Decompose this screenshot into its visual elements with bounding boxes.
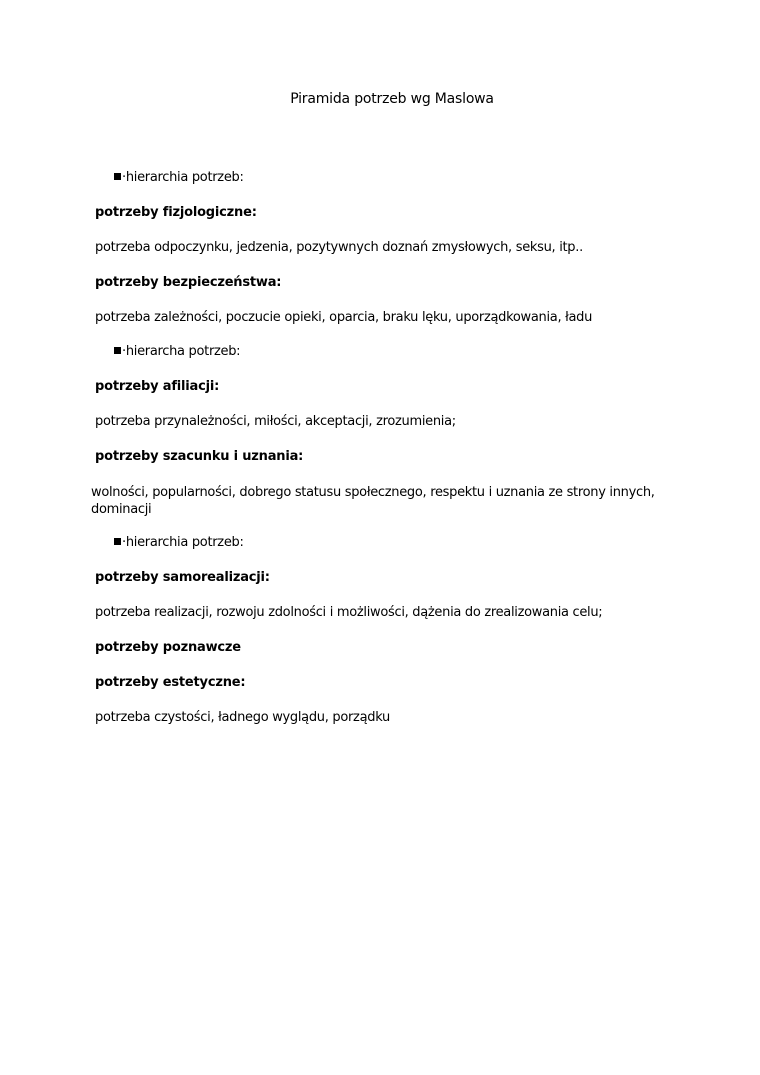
page-title: Piramida potrzeb wg Maslowa bbox=[290, 91, 494, 107]
section-heading: potrzeby poznawcze bbox=[95, 640, 241, 655]
section-heading: potrzeby szacunku i uznania: bbox=[95, 449, 304, 464]
section-text: potrzeba odpoczynku, jedzenia, pozytywnych doznań zmysłowych, seksu, itp.. bbox=[95, 240, 583, 255]
bullet-item bbox=[114, 170, 244, 185]
bullet-text: hierarchia potrzeb: bbox=[125, 535, 244, 550]
bullet-item bbox=[114, 535, 244, 550]
section-text: potrzeba czystości, ładnego wyglądu, porządku bbox=[95, 710, 390, 725]
bullet-text: hierarchia potrzeb: bbox=[125, 170, 244, 185]
square-bullet-icon bbox=[114, 347, 121, 354]
section-text: potrzeba przynależności, miłości, akceptacji, zrozumienia; bbox=[95, 414, 456, 429]
section-heading: potrzeby estetyczne: bbox=[95, 675, 246, 690]
bullet-dot: · bbox=[122, 535, 126, 550]
section-text: potrzeba realizacji, rozwoju zdolności i możliwości, dążenia do zrealizowania celu; bbox=[95, 605, 603, 620]
section-text: potrzeba zależności, poczucie opieki, oparcia, braku lęku, uporządkowania, ładu bbox=[95, 310, 593, 325]
bullet-item bbox=[114, 344, 240, 359]
square-bullet-icon bbox=[114, 173, 121, 180]
section-heading: potrzeby afiliacji: bbox=[95, 379, 220, 394]
square-bullet-icon bbox=[114, 538, 121, 545]
bullet-dot: · bbox=[122, 344, 126, 359]
section-heading: potrzeby fizjologiczne: bbox=[95, 205, 257, 220]
section-heading: potrzeby bezpieczeństwa: bbox=[95, 275, 282, 290]
bullet-text: hierarcha potrzeb: bbox=[125, 344, 241, 359]
section-heading: potrzeby samorealizacji: bbox=[95, 570, 270, 585]
bullet-dot: · bbox=[122, 170, 126, 185]
section-text-multiline: wolności, popularności, dobrego statusu społecznego, respektu i uznania ze strony innych, dominacji bbox=[91, 485, 655, 517]
